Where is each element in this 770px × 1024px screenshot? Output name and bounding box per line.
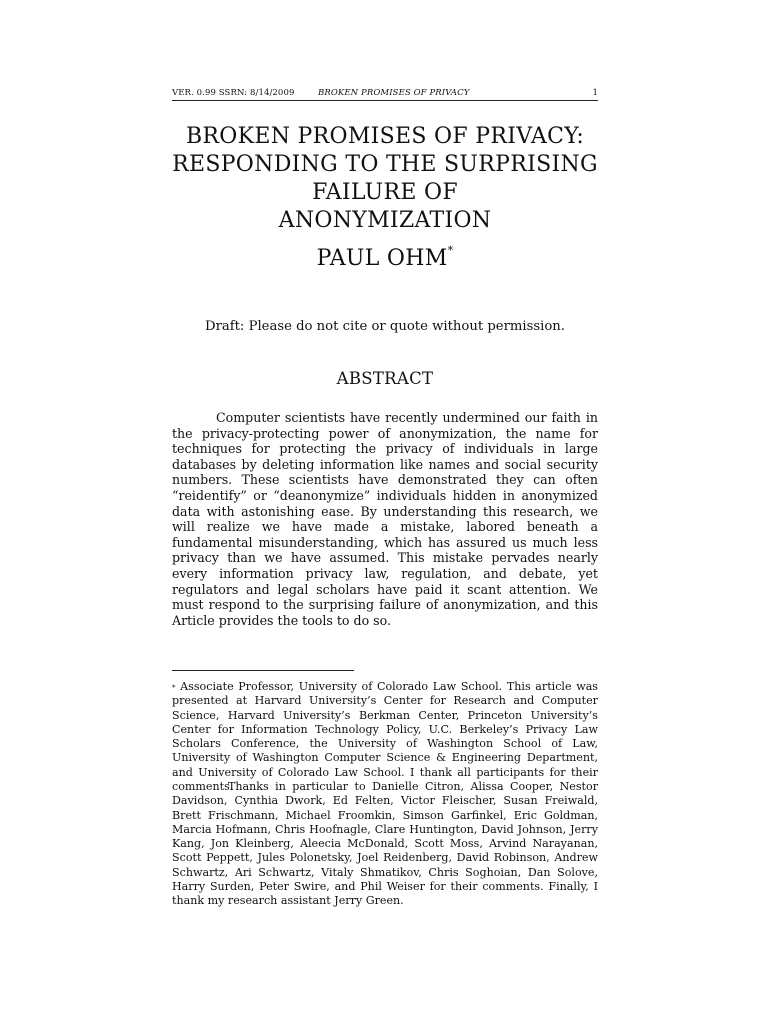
footnote-rule [172, 670, 354, 671]
author-name-text: PAUL OHM [316, 246, 448, 271]
paper-title [150, 123, 620, 235]
abstract-heading: ABSTRACT [336, 369, 434, 388]
author-name [172, 246, 598, 271]
footnote-text-1: Associate Professor, University of Colorado Law School. This article was presented at Harvard University’s Center for Research and Computer Science, Harvard University’s Berkman Center, Princeton University’s Center for Information Technology Policy, U.C. Berkeley’s Privacy Law Scholars Conference, the University of Washington School of Law, University of Washington Computer Science & Engineering Department, and University of Colorado Law School. I thank all participants for their comments. [172, 680, 598, 794]
title-line-1: BROKEN PROMISES OF PRIVACY: [185, 124, 585, 149]
abstract-body: Computer scientists have recently undermined our faith in the privacy-protecting power of anonymization, the name for techniques for protecting the privacy of individuals in large databases by deleting information like names and social security numbers. These scientists have demonstrated they can often “reidentify” or “deanonymize” individuals hidden in anonymized data with astonishing ease. By understanding this research, we will realize we have made a mistake, labored beneath a fundamental misunderstanding, which has assured us much less privacy than we have assumed. This mistake pervades nearly every information privacy law, regulation, and debate, yet regulators and legal scholars have paid it scant attention. We must respond to the surprising failure of anonymization, and this Article provides the tools to do so. [172, 410, 598, 628]
footnote-marker: * [172, 684, 176, 692]
running-title: BROKEN PROMISES OF PRIVACY [318, 88, 470, 98]
header-rule [172, 100, 598, 101]
title-line-3: ANONYMIZATION [278, 208, 492, 233]
title-line-2: RESPONDING TO THE SURPRISING FAILURE OF [172, 152, 598, 205]
version-label: VER. 0.99 SSRN: 8/14/2009 [172, 88, 295, 98]
page-number: 1 [592, 88, 598, 98]
footnote-paragraph-1 [172, 680, 598, 794]
author-footnote-marker: * [447, 244, 454, 257]
footnote-paragraph-2: Thanks in particular to Danielle Citron, Alissa Cooper, Nestor Davidson, Cynthia Dwork, Ed Felten, Victor Fleischer, Susan Freiwald, Brett Frischmann, Michael Froomkin, Simson Garfinkel, Eric Goldman, Marcia Hofmann, Chris Hoofnagle, Clare Huntington, David Johnson, Jerry Kang, Jon Kleinberg, Aleecia McDonald, Scott Moss, Arvind Narayanan, Scott Peppett, Jules Polonetsky, Joel Reidenberg, David Robinson, Andrew Schwartz, Ari Schwartz, Vitaly Shmatikov, Chris Soghoian, Dan Solove, Harry Surden, Peter Swire, and Phil Weiser for their comments. Finally, I thank my research assistant Jerry Green. [172, 780, 598, 908]
draft-notice: Draft: Please do not cite or quote without permission. [205, 319, 565, 334]
